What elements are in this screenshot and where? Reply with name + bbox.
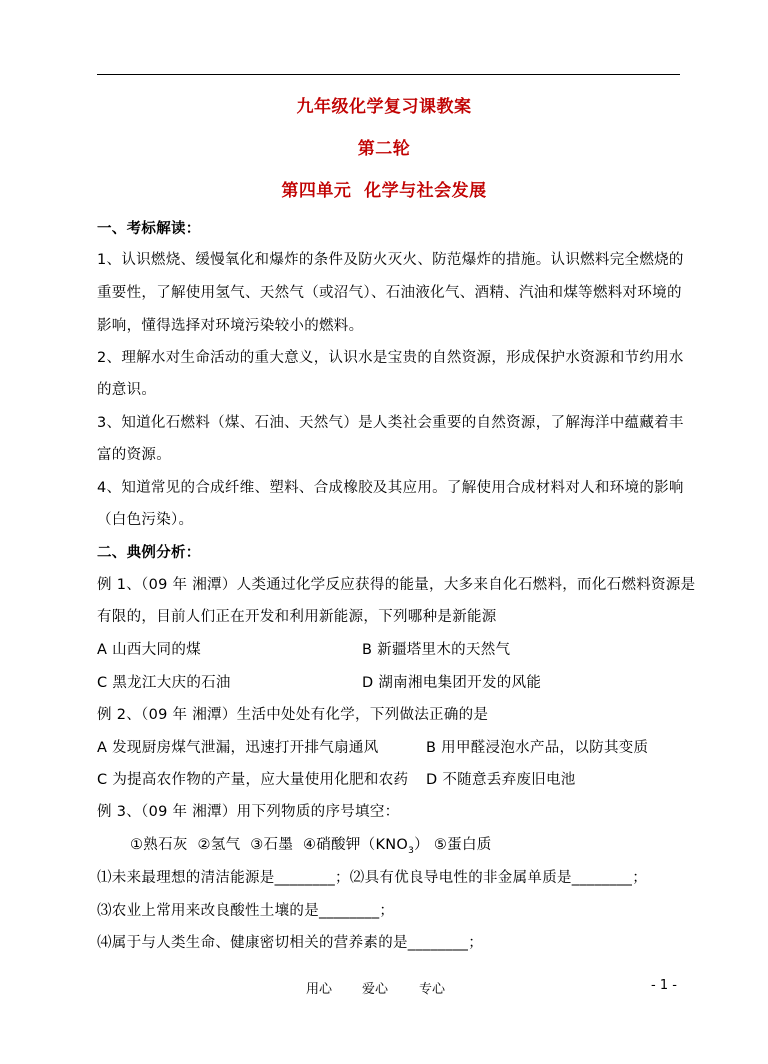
option-c: C 黑龙江大庆的石油 [97,675,231,691]
footer-word: 爱心 [362,982,389,997]
paragraph-line: 富的资源。 [97,447,171,463]
substance-list-post: ） ⑤蛋白质 [414,837,492,853]
substance-list [130,833,492,856]
option-c: C 为提高农作物的产量，应大量使用化肥和农药 [97,772,409,788]
paragraph-line: 4、知道常见的合成纤维、塑料、合成橡胶及其应用。了解使用合成材料对人和环境的影响 [97,480,684,496]
header-rule [97,74,680,75]
example-line: 例 3、（09 年 湘潭）用下列物质的序号填空： [97,804,400,820]
footer-word: 用心 [306,982,333,997]
document-title: 九年级化学复习课教案 [296,97,472,117]
option-d: D 湖南湘电集团开发的风能 [362,675,542,691]
paragraph-line: 影响，懂得选择对环境污染较小的燃料。 [97,318,364,334]
option-b: B 新疆塔里木的天然气 [362,642,511,658]
substance-list-pre: ①熟石灰 ②氢气 ③石墨 ④硝酸钾（KNO [130,837,409,853]
question-line: ⑷属于与人类生命、健康密切相关的营养素的是________； [97,935,483,951]
option-b: B 用甲醛浸泡水产品，以防其变质 [426,740,649,756]
section-heading-examples: 二、典例分析： [97,545,201,561]
paragraph-line: 重要性，了解使用氢气、天然气（或沼气）、石油液化气、酒精、汽油和煤等燃料对环境的 [97,285,682,301]
option-d: D 不随意丢弃废旧电池 [426,772,576,788]
subscript-3: 3 [408,845,415,856]
example-line: 有限的，目前人们正在开发和利用新能源，下列哪种是新能源 [97,609,497,625]
option-a: A 发现厨房煤气泄漏，迅速打开排气扇通风 [97,740,379,756]
paragraph-line: （白色污染）。 [97,512,194,528]
paragraph-line: 的意识。 [97,382,157,398]
paragraph-line: 2、理解水对生命活动的重大意义，认识水是宝贵的自然资源，形成保护水资源和节约用水 [97,350,684,366]
document-subtitle: 第二轮 [357,139,411,159]
section-heading-standards: 一、考标解读： [97,221,201,237]
unit-title: 第四单元 化学与社会发展 [281,181,487,201]
example-line: 例 1、（09 年 湘潭）人类通过化学反应获得的能量，大多来自化石燃料，而化石燃料资源是 [97,577,696,593]
example-line: 例 2、（09 年 湘潭）生活中处处有化学，下列做法正确的是 [97,707,489,723]
page-number: - 1 - [651,978,677,993]
paragraph-line: 1、认识燃烧、缓慢氧化和爆炸的条件及防火灭火、防范爆炸的措施。认识燃料完全燃烧的 [97,252,684,268]
question-line: ⑶农业上常用来改良酸性土壤的是________； [97,903,395,919]
question-line: ⑴未来最理想的清洁能源是________；⑵具有优良导电性的非金属单质是________； [97,870,647,886]
footer-word: 专心 [419,982,446,997]
option-a: A 山西大同的煤 [97,642,201,658]
paragraph-line: 3、知道化石燃料（煤、石油、天然气）是人类社会重要的自然资源，了解海洋中蕴藏着丰 [97,415,684,431]
